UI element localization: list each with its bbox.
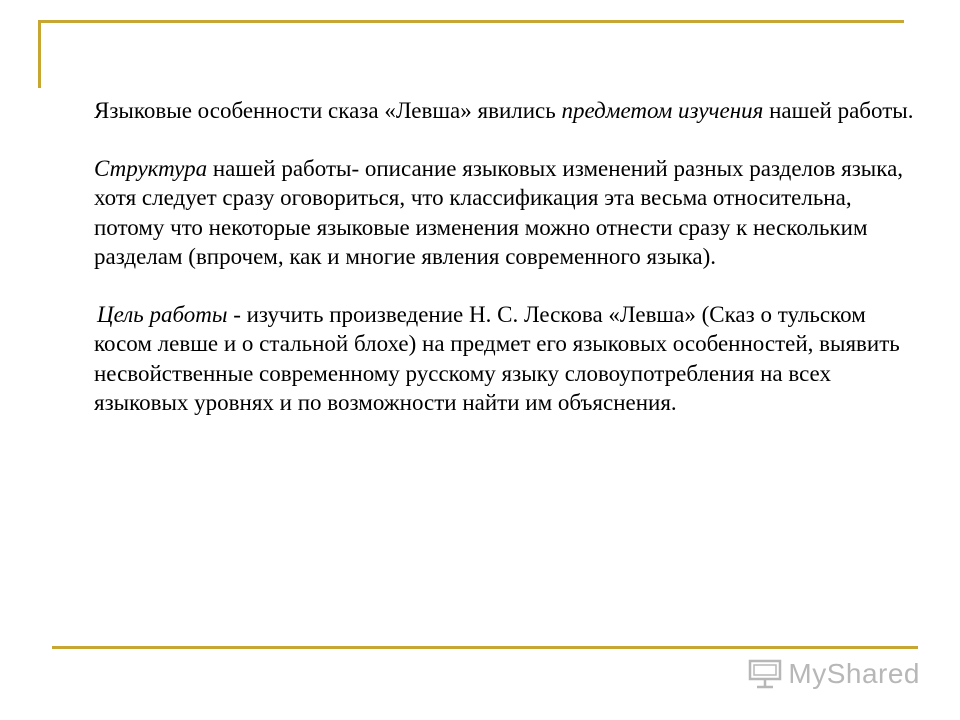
- emphasis-text: предметом изучения: [561, 98, 764, 123]
- frame-bottom-line: [52, 646, 918, 649]
- emphasis-text: Цель работы: [97, 301, 228, 327]
- watermark-text: MyShared: [788, 658, 920, 689]
- paragraph-structure: [94, 154, 914, 272]
- emphasis-text: Структура: [94, 155, 208, 181]
- paragraph-text: нашей работы.: [763, 98, 914, 123]
- paragraph-text: Языковые особенности сказа «Левша» явились: [94, 98, 562, 123]
- paragraph-text: нашей работы- описание языковых изменений разных разделов языка, хотя следует сразу оговориться, что классификация эта весьма относительна, потому что некоторые языковые изменения можно отнести сразу к нескольким разделам (впрочем, как и многие явления современного языка).: [94, 155, 904, 269]
- paragraph-goal: [94, 300, 914, 418]
- frame-vertical-line: [38, 20, 41, 88]
- frame-top-line: [38, 20, 904, 23]
- paragraph-text: - изучить произведение Н. С. Лескова «Левша» (Сказ о тульском косом левше и о стальной блохе) на предмет его языковых особенностей, выявить несвойственные современному русскому языку словоупотребления на всех языковых уровнях и по возможности найти им объяснения.: [94, 301, 900, 415]
- presentation-board-icon: [748, 659, 782, 689]
- slide-body: [94, 96, 914, 418]
- paragraph-subject: [94, 96, 914, 126]
- watermark-logo: [748, 658, 920, 690]
